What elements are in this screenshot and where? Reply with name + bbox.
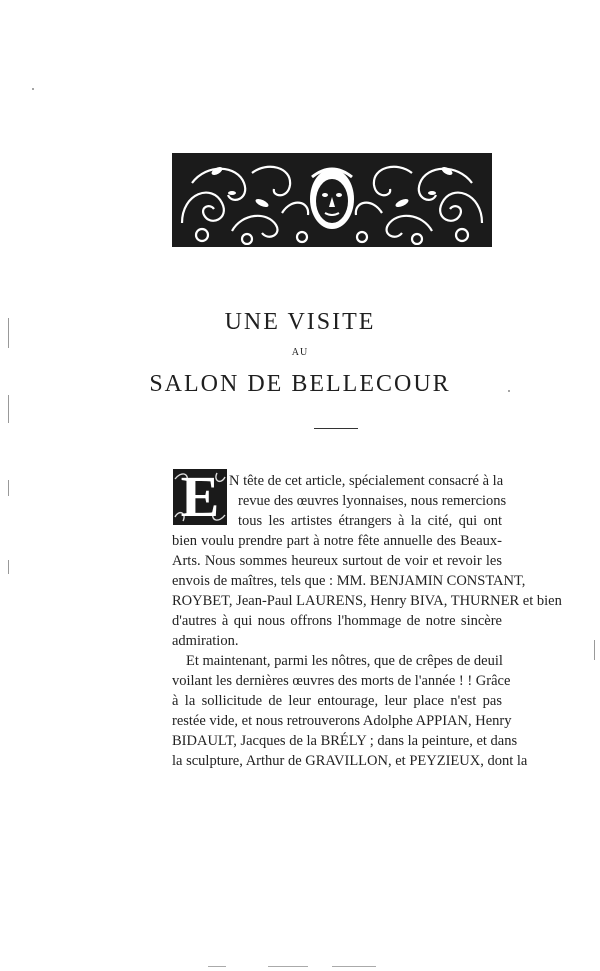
article-line: tous les artistes étrangers à la cité, qui ont [238, 513, 502, 529]
article-line: voilant les dernières œuvres des morts de l'année ! ! Grâce [172, 673, 511, 689]
scan-speck [32, 88, 34, 90]
article-title-line-2: SALON DE BELLECOUR [149, 371, 451, 397]
scan-edge-mark [8, 395, 9, 423]
article-line: Arts. Nous sommes heureux surtout de voir et revoir les [172, 553, 502, 569]
article-line: d'autres à qui nous offrons l'hommage de notre sincère [172, 613, 502, 629]
article-line: revue des œuvres lyonnaises, nous remercions [238, 493, 507, 509]
drop-cap-letter: E [180, 469, 220, 525]
article-line: à la sollicitude de leur entourage, leur place n'est pas [172, 693, 502, 709]
article-line: la sculpture, Arthur de GRAVILLON, et PEYZIEUX, dont la [172, 753, 528, 769]
article-line: BIDAULT, Jacques de la BRÉLY ; dans la peinture, et dans [172, 733, 518, 749]
scan-edge-mark [8, 560, 9, 574]
scan-edge-mark [8, 480, 9, 496]
article-line: envois de maîtres, tels que : MM. BENJAMIN CONSTANT, [172, 573, 526, 589]
article-title-line-1: UNE VISITE [224, 309, 376, 335]
drop-cap [173, 469, 227, 525]
scan-edge-mark [268, 966, 308, 967]
scan-edge-mark [208, 966, 226, 967]
article-line: bien voulu prendre part à notre fête annuelle des Beaux- [172, 533, 502, 549]
title-separator-rule [314, 428, 358, 429]
article-line: ROYBET, Jean-Paul LAURENS, Henry BIVA, THURNER et bien [172, 593, 562, 609]
article-title-connector: AU [291, 347, 309, 358]
ornamental-headpiece [172, 153, 492, 247]
scan-edge-mark [332, 966, 376, 967]
article-line: restée vide, et nous retrouverons Adolphe APPIAN, Henry [172, 713, 512, 729]
scan-edge-mark [594, 640, 595, 660]
article-line: N tête de cet article, spécialement consacré à la [229, 473, 504, 489]
article-line: Et maintenant, parmi les nôtres, que de crêpes de deuil [186, 653, 503, 669]
floral-scroll-ornament-icon [172, 153, 492, 247]
article-line: admiration. [172, 633, 239, 649]
